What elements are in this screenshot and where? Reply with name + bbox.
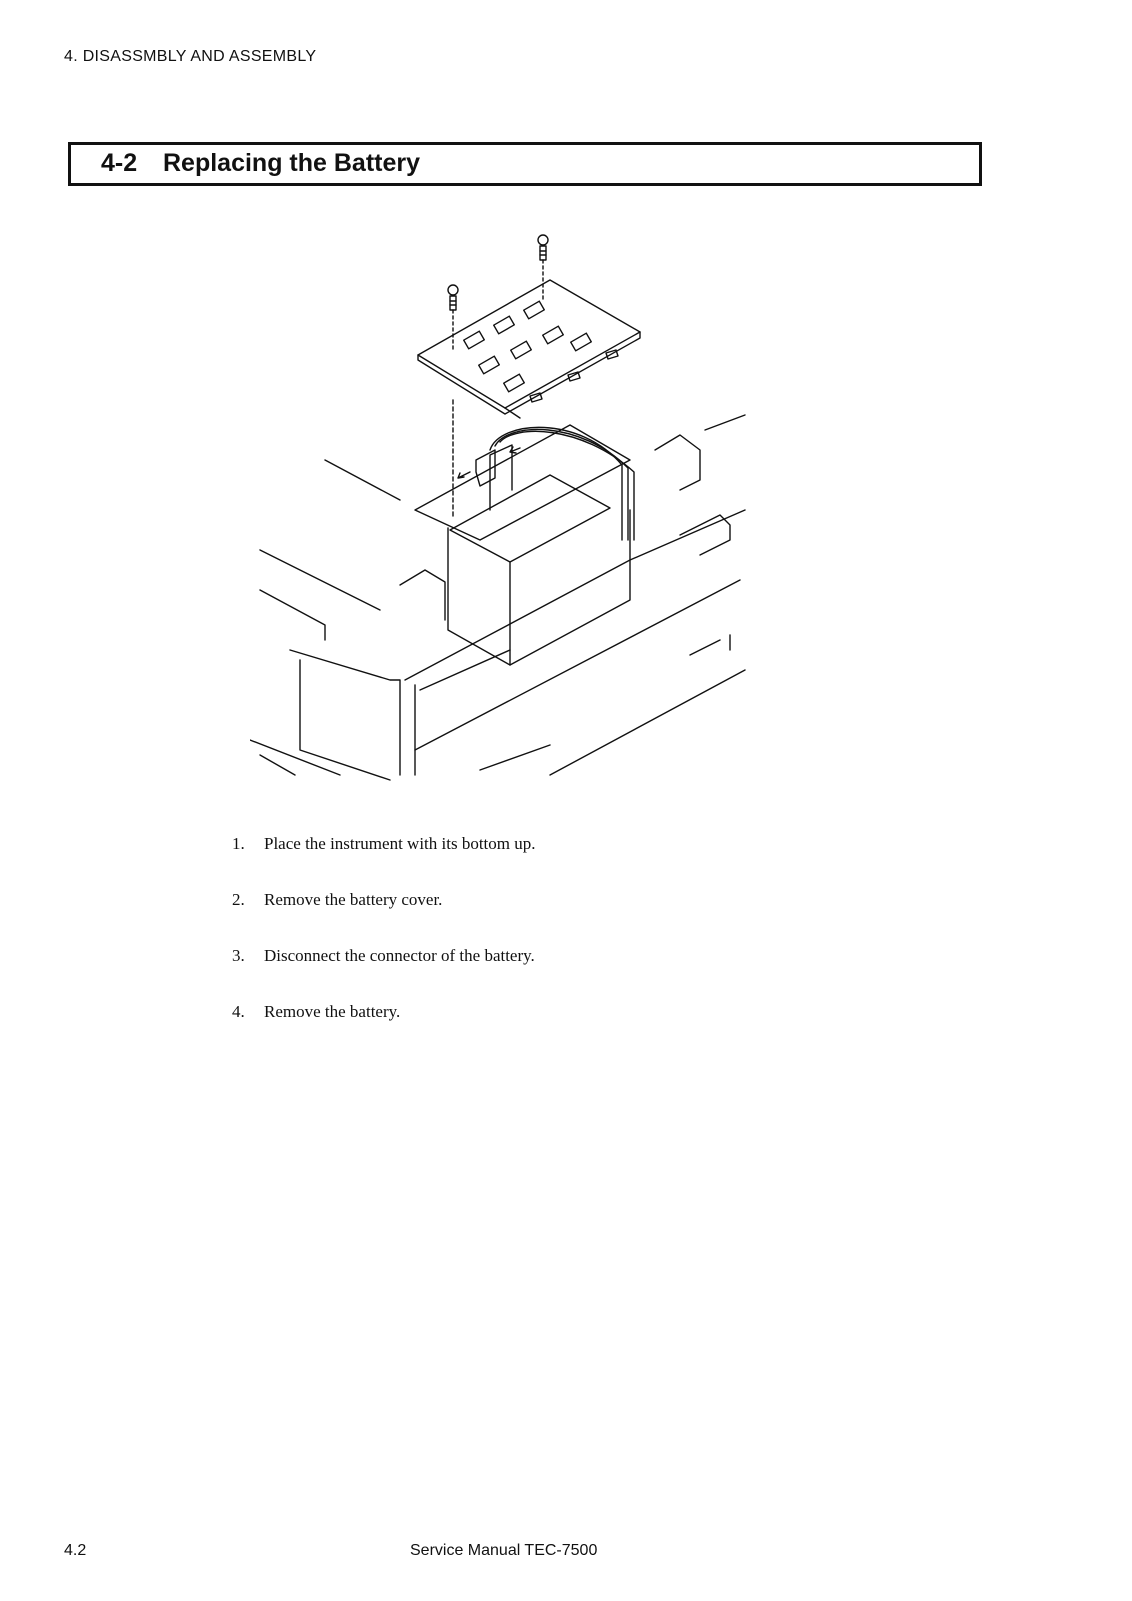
step-number: 4. [232,1002,245,1021]
list-item [232,834,536,890]
step-number: 1. [232,834,245,853]
screw-right-icon [538,235,548,260]
list-item [232,890,536,946]
list-item [232,1002,536,1058]
procedure-steps [232,834,536,1058]
battery-replacement-illustration [250,210,770,790]
section-title: Replacing the Battery [163,149,421,177]
running-header: 4. DISASSMBLY AND ASSEMBLY [64,48,317,65]
section-title-box [68,142,982,186]
battery-connector-and-wires [458,427,634,540]
step-number: 3. [232,946,245,965]
step-text: Disconnect the connector of the battery. [264,946,535,965]
manual-title: Service Manual TEC-7500 [410,1542,598,1559]
step-text: Place the instrument with its bottom up. [264,834,536,853]
step-text: Remove the battery. [264,1002,401,1021]
section-number: 4-2 [101,149,138,177]
screw-left-icon [448,285,458,310]
list-item [232,946,536,1002]
battery-compartment [415,425,630,665]
page-number: 4.2 [64,1542,87,1559]
instrument-body [250,415,745,780]
step-text: Remove the battery cover. [264,890,443,909]
step-number: 2. [232,890,245,909]
